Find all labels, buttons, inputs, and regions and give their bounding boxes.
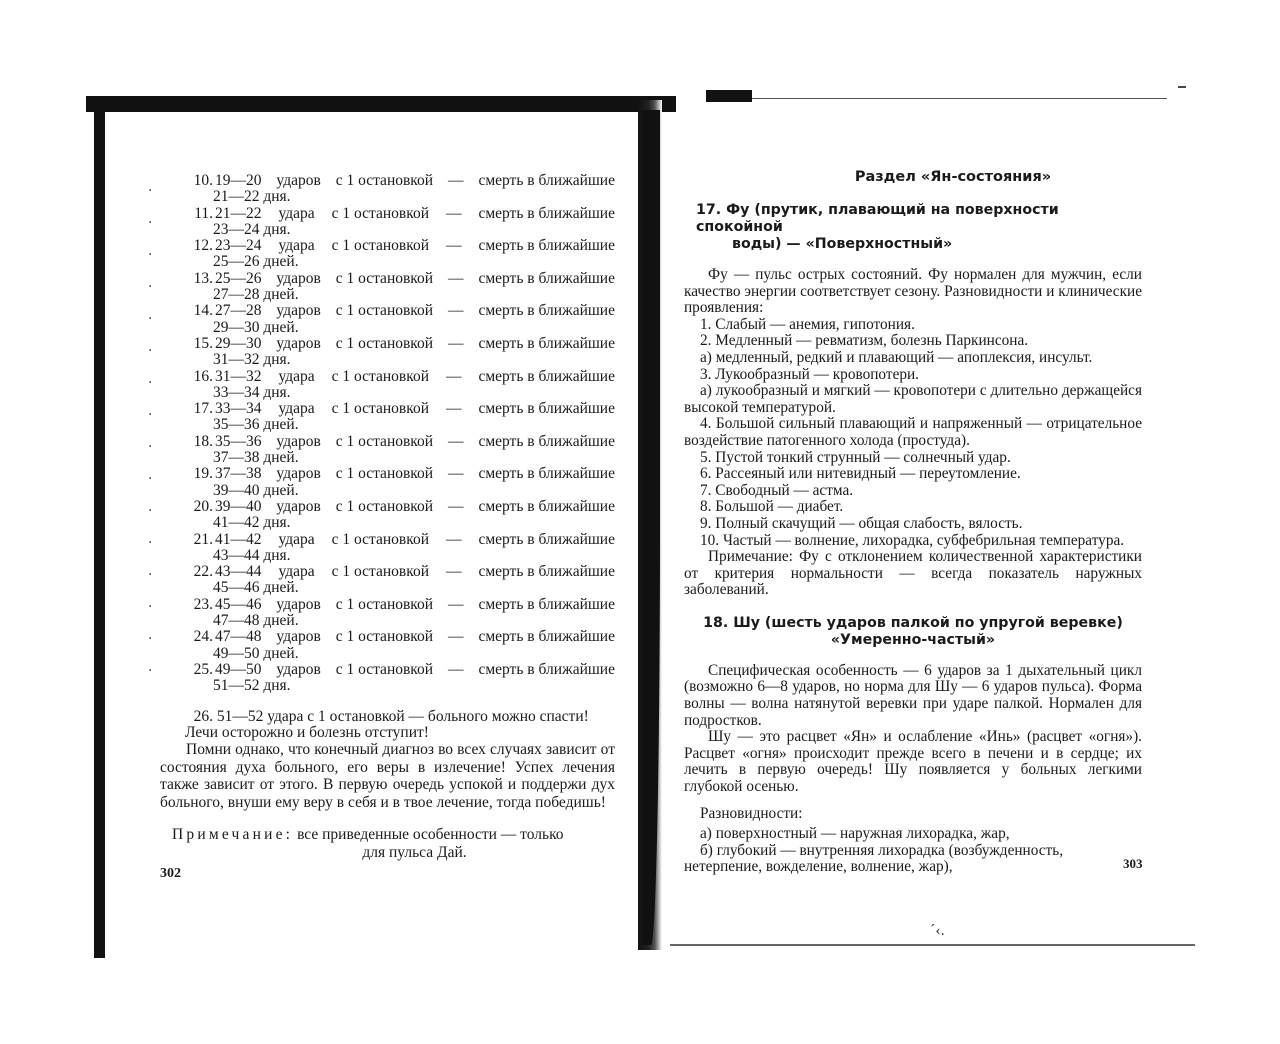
item-dash: — (448, 465, 464, 483)
item-number: 22. (193, 563, 213, 581)
item-line-2: 23—24 дня. (213, 220, 291, 238)
list-item (185, 369, 625, 402)
item-death: смерть в ближайшие (478, 269, 615, 287)
item-death: смерть в ближайшие (478, 204, 615, 222)
item-stop: с 1 остановкой (335, 172, 434, 189)
item-line-1 (215, 434, 615, 450)
item-range: 33—34 (215, 400, 262, 418)
item-line-2: 51—52 дня. (213, 677, 291, 695)
fu-variety-item (684, 533, 1142, 550)
item-verb: ударов (276, 269, 321, 287)
list-item-26 (185, 709, 615, 742)
item-line-1 (215, 173, 615, 189)
shu-heading (684, 615, 1142, 649)
item-range: 37—38 (215, 465, 262, 483)
item-line-2: 33—34 дня. (213, 383, 291, 401)
list-item (185, 336, 625, 369)
item-line-2: 27—28 дней. (213, 286, 299, 304)
fu-variety-text: 1. Слабый — анемия, гипотония. (700, 315, 915, 333)
fu-note (684, 549, 1142, 599)
item-stop: с 1 остановкой (335, 497, 434, 515)
list-item (185, 238, 625, 271)
item-stop: с 1 остановкой (331, 367, 429, 385)
fu-note-text: Примечание: Фу с отклонением количественной характеристики от критерия нормальности — всегда показатель наружных заболеваний. (684, 548, 1142, 599)
item-stop: с 1 остановкой (335, 465, 434, 483)
item-stop: с 1 остановкой (335, 660, 434, 678)
shu-paragraph-2 (684, 729, 1142, 795)
scan-artifact: ˊ‹. (930, 922, 945, 939)
fu-variety-item (684, 483, 1142, 500)
item-stop: с 1 остановкой (331, 204, 429, 222)
item-verb: ударов (276, 432, 321, 450)
item-line-2: 39—40 дней. (213, 481, 299, 499)
item-text: 51—52 удара с 1 остановкой — больного можно спасти! Лечи осторожно и болезнь отступит! (185, 708, 589, 742)
left-paragraph (160, 741, 615, 811)
item-verb: ударов (276, 595, 321, 613)
item-verb: ударов (276, 497, 321, 515)
item-stop: с 1 остановкой (335, 269, 434, 287)
item-verb: удара (278, 237, 315, 255)
item-number: 14. (193, 302, 213, 320)
fu-varieties-list (684, 317, 1142, 549)
item-death: смерть в ближайшие (478, 563, 615, 581)
item-dash: — (448, 497, 464, 515)
book-gutter-edge (642, 110, 660, 945)
fu-variety-text: 2. Медленный — ревматизм, болезнь Паркинсона. (700, 332, 1029, 350)
item-stop: с 1 остановкой (335, 302, 434, 320)
list-item (185, 401, 625, 434)
note-label: Примечание: (172, 826, 294, 843)
scan-rule-bottom (670, 944, 1195, 946)
fu-variety-item (684, 367, 1142, 384)
list-item (185, 303, 625, 336)
scan-border-top-right (706, 90, 752, 102)
left-note (172, 826, 617, 861)
item-death: смерть в ближайшие (478, 237, 615, 255)
item-range: 25—26 (215, 269, 262, 287)
item-range: 39—40 (215, 497, 262, 515)
item-verb: ударов (276, 302, 321, 320)
list-item (185, 564, 625, 597)
item-range: 29—30 (215, 334, 262, 352)
scan-border-left (94, 96, 105, 958)
item-number: 20. (193, 497, 213, 515)
item-stop: с 1 остановкой (335, 334, 434, 352)
item-line-2: 31—32 дня. (213, 351, 291, 369)
item-line-1 (215, 206, 615, 222)
list-item (185, 271, 625, 304)
item-verb: ударов (276, 172, 321, 189)
list-item (185, 662, 625, 695)
item-dash: — (445, 367, 462, 385)
item-line-2: 43—44 дня. (213, 546, 291, 564)
item-line-2: 21—22 дня. (213, 188, 291, 206)
item-stop: с 1 остановкой (331, 563, 429, 581)
right-page-content (684, 168, 1142, 876)
varieties-label: Разновидности: (700, 804, 803, 822)
fu-variety-text: 8. Большой — диабет. (700, 498, 844, 516)
item-number: 25. (193, 660, 213, 678)
item-stop: с 1 остановкой (331, 237, 429, 255)
item-line-1 (215, 597, 615, 613)
fu-variety-item (684, 516, 1142, 533)
item-range: 27—28 (215, 302, 262, 320)
item-stop: с 1 остановкой (331, 400, 429, 418)
item-line-1 (215, 238, 615, 254)
fu-variety-text: а) лукообразный и мягкий — кровопотери с длительно держащейся высокой температурой. (684, 382, 1142, 416)
shu-heading-line-2: «Умеренно-частый» (830, 631, 996, 648)
item-range: 35—36 (215, 432, 262, 450)
item-line-1 (215, 629, 615, 645)
fu-variety-text: 4. Большой сильный плавающий и напряженный — отрицательное воздействие патогенного холода (простуда). (684, 415, 1142, 449)
item-range: 45—46 (215, 595, 262, 613)
page-number-right: 303 (1123, 856, 1143, 871)
fu-variety-item (684, 317, 1142, 334)
item-dash: — (448, 595, 464, 613)
fu-variety-text: 10. Частый — волнение, лихорадка, субфебрильная температура. (700, 531, 1125, 549)
item-death: смерть в ближайшие (478, 367, 615, 385)
item-dash: — (448, 432, 464, 450)
item-stop: с 1 остановкой (335, 432, 434, 450)
item-number: 12. (193, 237, 213, 255)
item-verb: ударов (276, 334, 321, 352)
item-dash: — (448, 172, 464, 189)
item-line-2: 25—26 дней. (213, 253, 299, 271)
item-line-1 (215, 532, 615, 548)
fu-heading-line-1: 17. Фу (прутик, плавающий на поверхности спокойной (696, 202, 1059, 235)
scan-mark (1178, 86, 1186, 88)
fu-variety-text: 7. Свободный — астма. (700, 481, 854, 499)
shu-heading-line-1: 18. Шу (шесть ударов палкой по упругой веревке) (703, 614, 1123, 631)
item-verb: удара (278, 367, 315, 385)
item-number: 26. (193, 708, 213, 725)
fu-variety-text: 5. Пустой тонкий струнный — солнечный удар. (700, 448, 1011, 466)
item-verb: удара (278, 530, 315, 548)
shu-p1-text: Специфическая особенность — 6 ударов за 1 дыхательный цикл (возможно 6—8 ударов, но норма для Шу — 6 ударов пульса). Форма волны — волна натянутой веревки при ударе палкой. Нормален для подростков. (684, 661, 1142, 729)
item-line-1 (215, 466, 615, 482)
item-range: 47—48 (215, 628, 262, 646)
item-death: смерть в ближайшие (478, 172, 615, 189)
section-title: Раздел «Ян-состояния» (854, 169, 1052, 185)
list-item (185, 173, 625, 206)
item-number: 16. (193, 367, 213, 385)
item-line-2: 35—36 дней. (213, 416, 299, 434)
list-item (185, 466, 625, 499)
pulse-count-list (185, 173, 625, 695)
item-death: смерть в ближайшие (478, 432, 615, 450)
page-number-left: 302 (160, 866, 181, 881)
fu-variety-item (684, 450, 1142, 467)
fu-variety-item (684, 416, 1142, 449)
item-range: 31—32 (215, 367, 262, 385)
item-line-1 (215, 499, 615, 515)
variety-b-line-1: б) глубокий — внутренняя лихорадка (возбужденность, (700, 841, 1064, 859)
item-death: смерть в ближайшие (478, 465, 615, 483)
fu-variety-text: 3. Лукообразный — кровопотери. (700, 365, 920, 383)
item-dash: — (448, 334, 464, 352)
item-stop: с 1 остановкой (335, 595, 434, 613)
item-number: 13. (193, 269, 213, 287)
fu-variety-text: 9. Полный скачущий — общая слабость, вялость. (700, 514, 1023, 532)
item-line-2: 41—42 дня. (213, 514, 291, 532)
fu-variety-item (684, 333, 1142, 350)
variety-a: а) поверхностный — наружная лихорадка, жар, (700, 825, 1010, 843)
item-death: смерть в ближайшие (478, 660, 615, 678)
list-item (185, 206, 625, 239)
item-number: 24. (193, 628, 213, 646)
item-line-1 (215, 662, 615, 678)
item-line-1 (215, 271, 615, 287)
list-item (185, 629, 625, 662)
item-stop: с 1 остановкой (331, 530, 429, 548)
item-line-2: 37—38 дней. (213, 449, 299, 467)
fu-variety-text: 6. Рассеяный или нитевидный — переутомление. (700, 465, 1021, 483)
list-item (185, 434, 625, 467)
item-number: 18. (193, 432, 213, 450)
item-number: 10. (193, 172, 213, 189)
item-range: 21—22 (215, 204, 262, 222)
item-line-2: 49—50 дней. (213, 644, 299, 662)
item-dash: — (445, 530, 462, 548)
item-number: 19. (193, 465, 213, 483)
bleed-through-marks: · · · · · · · · · · · · · · · · (148, 183, 153, 679)
item-dash: — (448, 628, 464, 646)
item-range: 19—20 (215, 172, 262, 189)
item-line-1 (215, 369, 615, 385)
shu-paragraph-1 (684, 663, 1142, 729)
note-text-1: все приведенные особенности — только (297, 826, 564, 843)
list-item (185, 532, 625, 565)
item-dash: — (448, 269, 464, 287)
fu-variety-text: а) медленный, редкий и плавающий — апоплексия, инсульт. (700, 348, 1093, 366)
fu-variety-item (684, 383, 1142, 416)
paragraph-text: Помни однако, что конечный диагноз во всех случаях зависит от состояния духа больного, его веры в излечение! Успех лечения также зависит от этого. В первую очередь успокой и поддержи дух больного, внуши ему веру в себя и в твое лечение, тогда победишь! (160, 741, 615, 811)
item-range: 41—42 (215, 530, 262, 548)
note-text-2: для пульса Дай. (362, 843, 467, 861)
item-range: 23—24 (215, 237, 262, 255)
list-item (185, 499, 625, 532)
item-death: смерть в ближайшие (478, 302, 615, 320)
variety-b-line-2: нетерпение, вожделение, волнение, жар), (684, 858, 953, 876)
fu-variety-item (684, 499, 1142, 516)
item-dash: — (445, 400, 462, 418)
list-item (185, 597, 625, 630)
item-death: смерть в ближайшие (478, 530, 615, 548)
fu-intro-text: Фу — пульс острых состояний. Фу нормален для мужчин, если качество энергии соответствует сезону. Разновидности и клинические проявления: (684, 266, 1142, 317)
item-death: смерть в ближайшие (478, 334, 615, 352)
item-dash: — (445, 204, 462, 222)
item-dash: — (448, 660, 464, 678)
item-dash: — (448, 302, 464, 320)
item-number: 23. (193, 595, 213, 613)
fu-variety-item (684, 350, 1142, 367)
fu-heading (684, 202, 1142, 253)
item-number: 21. (193, 530, 213, 548)
item-death: смерть в ближайшие (478, 400, 615, 418)
fu-intro (684, 267, 1142, 317)
item-verb: ударов (276, 465, 321, 483)
fu-variety-item (684, 466, 1142, 483)
item-range: 49—50 (215, 660, 262, 678)
item-dash: — (445, 237, 462, 255)
item-death: смерть в ближайшие (478, 497, 615, 515)
item-number: 15. (193, 334, 213, 352)
item-line-1 (215, 564, 615, 580)
item-range: 43—44 (215, 563, 262, 581)
item-verb: удара (278, 400, 315, 418)
item-number: 11. (194, 204, 213, 222)
item-line-2: 29—30 дней. (213, 318, 299, 336)
item-line-2: 45—46 дней. (213, 579, 299, 597)
item-line-1 (215, 303, 615, 319)
item-death: смерть в ближайшие (478, 628, 615, 646)
item-verb: удара (278, 204, 315, 222)
shu-p2-text: Шу — это расцвет «Ян» и ослабление «Инь» (расцвет «огня»). Расцвет «огня» происходит прежде всего в печени и в сердце; их лечить в первую очередь! Шу появляется у больных легкими глубокой осенью. (684, 728, 1142, 796)
item-verb: ударов (276, 628, 321, 646)
item-verb: ударов (276, 660, 321, 678)
item-line-1 (215, 336, 615, 352)
scan-rule-top (752, 98, 1167, 99)
fu-heading-line-2: воды) — «Поверхностный» (732, 236, 953, 252)
item-verb: удара (278, 563, 315, 581)
item-line-2: 47—48 дней. (213, 612, 299, 630)
scan-border-top-left (86, 96, 676, 112)
item-death: смерть в ближайшие (478, 595, 615, 613)
item-number: 17. (193, 400, 213, 418)
item-dash: — (445, 563, 462, 581)
item-stop: с 1 остановкой (335, 628, 434, 646)
item-line-1 (215, 401, 615, 417)
